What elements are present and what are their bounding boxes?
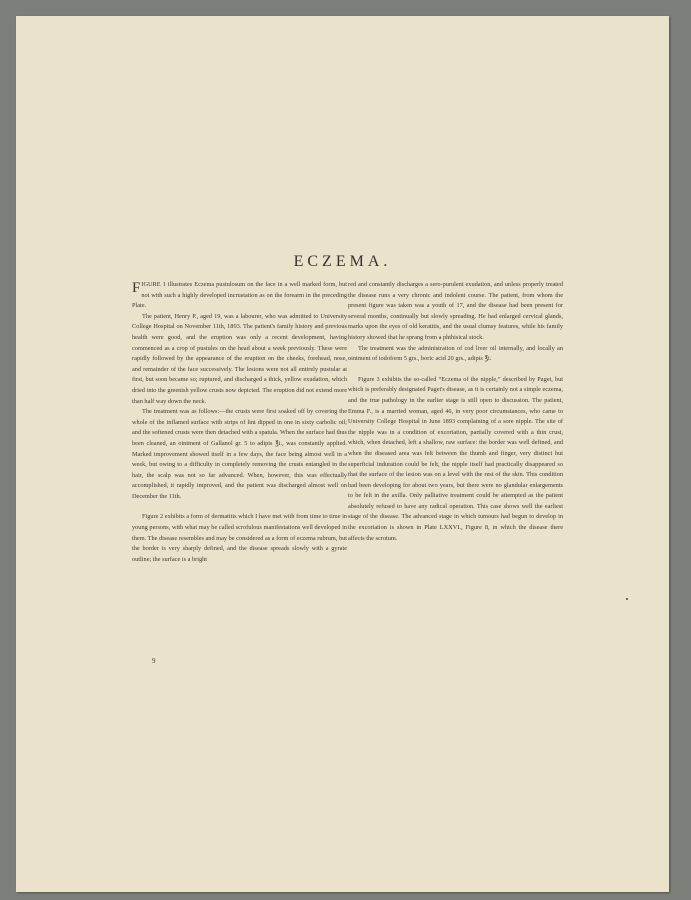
page-number: 9 (152, 657, 156, 665)
paragraph: red and constantly discharges a sero-purulent exudation, and unless properly treated the disease runs a very chronic and indolent course. The patient, from whom the present figure was taken was a youth of 17, and the disease had been present for several months, continually but slowly spreading. He had enlarged cervical glands, marks upon the eyes of old keratitis, and the usual clumsy features, while his family history showed that he sprang from a phthisical stock. (348, 281, 563, 341)
paragraph: Figure 2 exhibits a form of dermatitis which I have met with from time to time in young persons, with what may be called scrofulous manifestations well developed in them. The disease resembles and may be considered as a form of eczema rubrum, but the border is very sharply defined, and the disease spreads slowly with a gyrate outline; the surface is a bright (132, 513, 347, 563)
book-page (16, 16, 669, 892)
right-column (348, 280, 563, 544)
page-title: ECZEMA. (293, 253, 392, 270)
left-column (132, 280, 347, 565)
paragraph: The treatment was the administration of cod liver oil internally, and locally an ointment of iodoform 5 grs., boric acid 20 grs., adipis ℥i. (348, 344, 563, 363)
paragraph: The treatment was as follows:—the crusts were first soaked off by covering the whole of the inflamed surface with strips of lint dipped in one in sixty carbolic oil; and the softened crusts were then detached with a spatula. When the surface had thus been cleaned, an ointment of Gallanol gr. 5 to adipis ℥i., was constantly applied. Marked improvement showed itself in a few days, the face being almost well in a week, but owing to a difficulty in completely removing the crusts entangled in the hair, the scalp was not so far advanced. When, however, this was effectually accomplished, it rapidly improved, and the patient was discharged almost well on December the 11th. (132, 408, 347, 500)
paragraph: The patient, Henry P., aged 19, was a labourer, who was admitted to University College Hospital on November 11th, 1893. The patient's family history and previous health were good, and the eruption was only a recent development, having commenced as a crop of pustules on the head about a week previously. These were rapidly followed by the appearance of the eruption on the cheeks, forehead, nose, and remainder of the face successively. The lesions were not all entirely pustular at first, but soon became so; ruptured, and discharged a thick, yellow exudation, which dried into the greenish yellow crusts now depicted. The eruption did not extend more than half way down the neck. (132, 312, 347, 405)
paragraph (132, 280, 347, 312)
drop-cap: F (132, 280, 141, 296)
paragraph: Figure 3 exhibits the so-called “Eczema of the nipple,” described by Paget, but which is preferably designated Paget's disease, as it is certainly not a simple eczema, and the true pathology in the earlier stage is still open to discussion. The patient, Emma F., is a married woman, aged 46, in very poor circumstances, who came to University College Hospital in June 1893 complaining of a sore nipple. The site of the nipple was in a condition of excoriation, partially covered with a thin crust, which, when detached, left a shallow, raw surface: the border was well defined, and when the diseased area was felt between the thumb and finger, very distinct but superficial induration could be felt, the nipple itself had practically disappeared so that the surface of the lesion was on a level with the rest of the skin. This condition had been developing for about two years, but there were no glandular enlargements to be felt in the axilla. Only palliative treatment could be attempted as the patient absolutely refused to have any radical operation. This case shows well the earliest stage of the disease. The advanced stage in which tumours had begun to develop in the excoriation is shown in Plate LXXVI., Figure 8, in which the disease there affects the scrotum. (348, 375, 563, 542)
paragraph-text: IGURE 1 illustrates Eczema pustulosum on the face in a well marked form, but not with such a highly developed incrustation as on the forearm in the preceding Plate. (132, 281, 347, 310)
paper-speck (626, 598, 628, 600)
